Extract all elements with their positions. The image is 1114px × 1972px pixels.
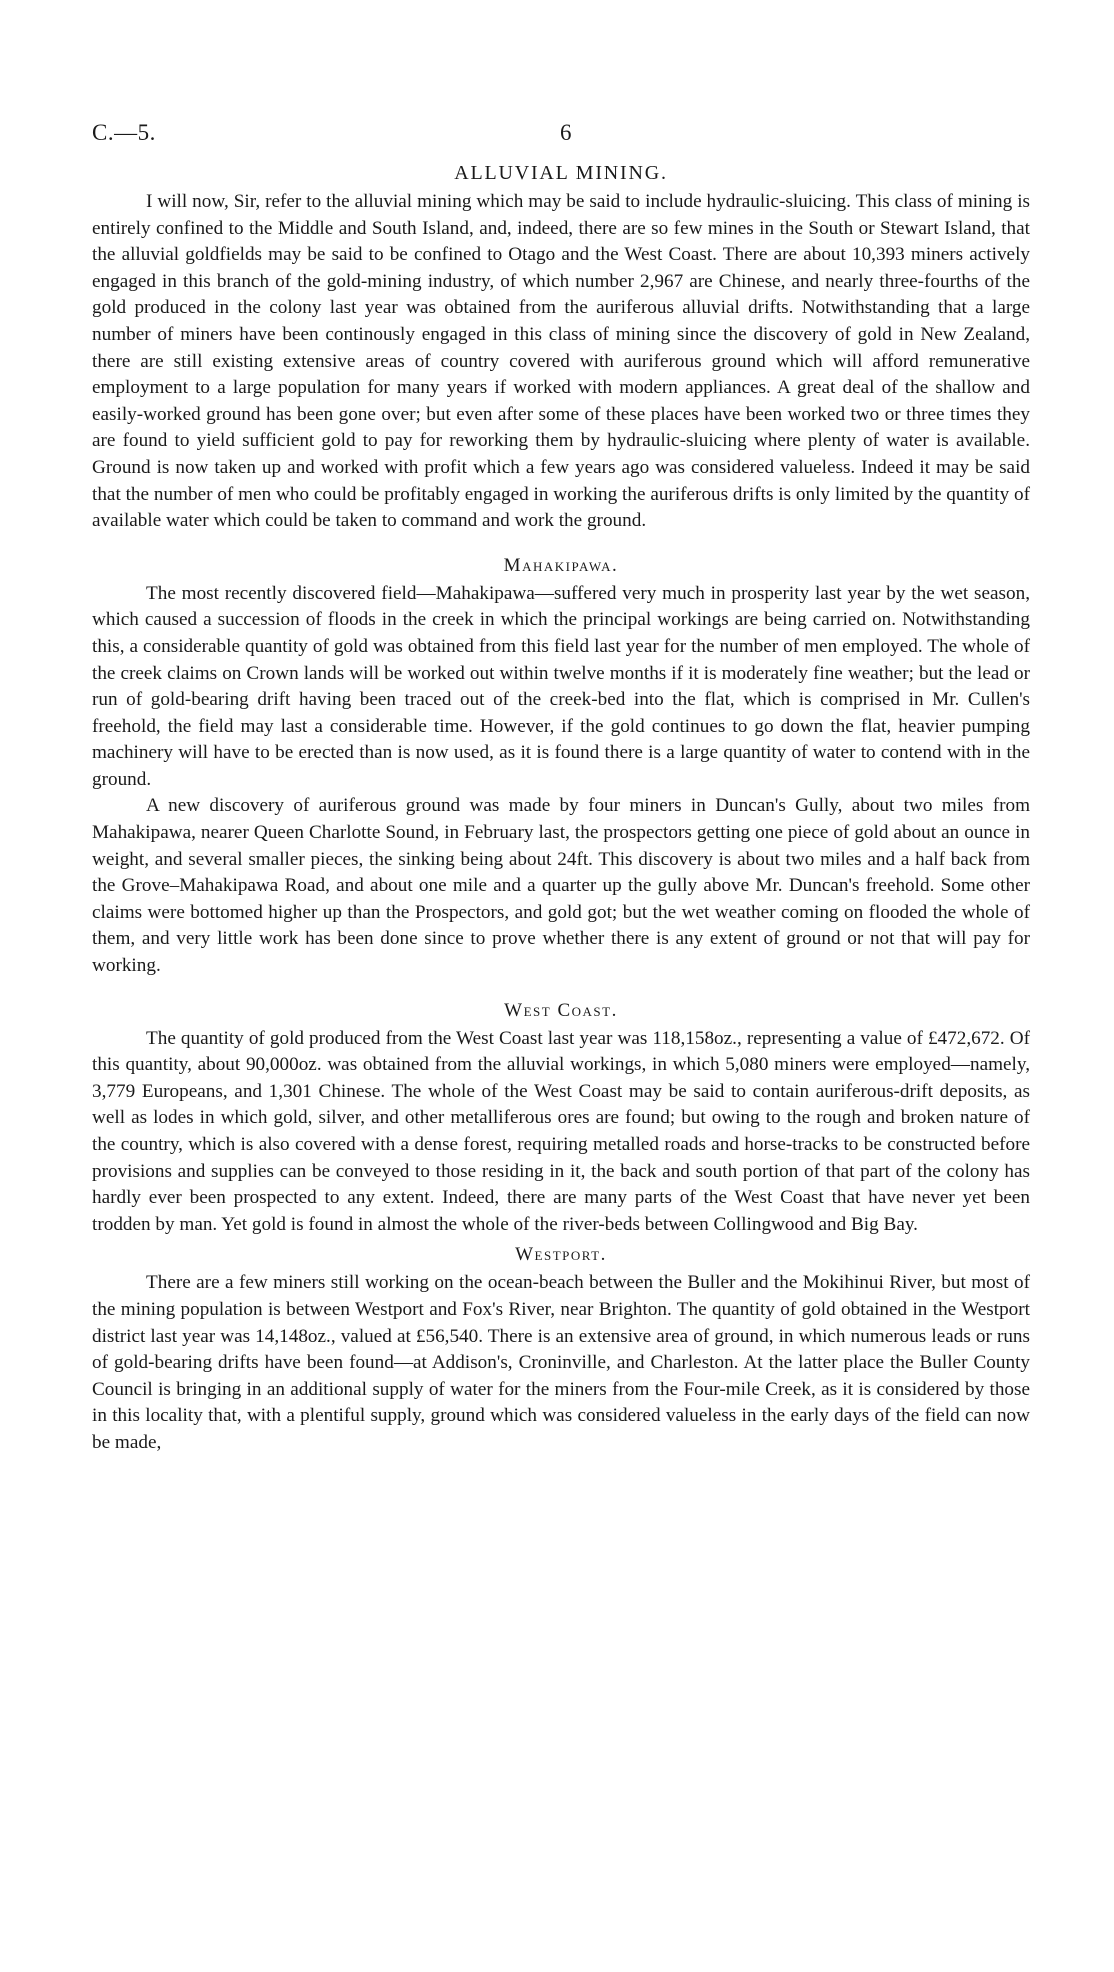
section-heading-mahakipawa: Mahakipawa. <box>503 554 619 576</box>
document-reference: C.—5. <box>92 120 156 145</box>
paragraph-mahakipawa-2: A new discovery of auriferous ground was made by four miners in Duncan's Gully, about two miles from Mahakipawa, nearer Queen Charlotte Sound, in February last, the prospectors getting one piece of gold about an ounce in weight, and several smaller pieces, the sinking being about 24ft. This discovery is about two miles and a half back from the Grove–Mahakipawa Road, and about one mile and a quarter up the gully above Mr. Duncan's freehold. Some other claims were bottomed higher up than the Prospectors, and gold got; but the wet weather coming on flooded the whole of them, and very little work has been done since to prove whether there is any extent of ground or not that will pay for working. <box>92 795 1030 977</box>
document-page <box>92 120 1030 1457</box>
paragraph-west-coast-1: The quantity of gold produced from the West Coast last year was 118,158oz., representing a value of £472,672. Of this quantity, about 90,000oz. was obtained from the alluvial workings, in which 5,080 miners were employed—namely, 3,779 Europeans, and 1,301 Chinese. The whole of the West Coast may be said to contain auriferous-drift deposits, as well as lodes in which gold, silver, and other metalliferous ores are found; but owing to the rough and broken nature of the country, which is also covered with a dense forest, requiring metalled roads and horse-tracks to be constructed before provisions and supplies can be conveyed to those residing in it, the back and south portion of that part of the colony has hardly ever been prospected to any extent. Indeed, there are many parts of the West Coast that have never yet been trodden by man. Yet gold is found in almost the whole of the river-beds between Collingwood and Big Bay. <box>92 1027 1030 1235</box>
section-heading-westport: Westport. <box>515 1244 607 1266</box>
section-heading-alluvial-mining: ALLUVIAL MINING. <box>454 162 668 184</box>
paragraph-alluvial-1: I will now, Sir, refer to the alluvial mining which may be said to include hydraulic-sluicing. This class of mining is entirely confined to the Middle and South Island, and, indeed, there are so few mines in the South or Stewart Island, that the alluvial goldfields may be said to be confined to Otago and the West Coast. There are about 10,393 miners actively engaged in this branch of the gold-mining industry, of which number 2,967 are Chinese, and nearly three-fourths of the gold produced in the colony last year was obtained from the auriferous alluvial drifts. Notwithstanding that a large number of miners have been continously engaged in this class of mining since the discovery of gold in New Zealand, there are still existing extensive areas of country covered with auriferous ground which will afford remunerative employment to a large population for many years if worked with modern appliances. A great deal of the shallow and easily-worked ground has been gone over; but even after some of these places have been worked two or three times they are found to yield sufficient gold to pay for reworking them by hydraulic-sluicing where plenty of water is available. Ground is now taken up and worked with profit which a few years ago was considered valueless. Indeed it may be said that the number of men who could be profitably engaged in working the auriferous drifts is only limited by the quantity of available water which could be taken to command and work the ground. <box>92 191 1030 532</box>
page-number: 6 <box>560 120 572 145</box>
paragraph-westport-1: There are a few miners still working on the ocean-beach between the Buller and the Mokihinui River, but most of the mining population is between Westport and Fox's River, near Brighton. The quantity of gold obtained in the Westport district last year was 14,148oz., valued at £56,540. There is an extensive area of ground, in which numerous leads or runs of gold-bearing drifts have been found—at Addison's, Croninville, and Charleston. At the latter place the Buller County Council is bringing in an additional supply of water for the miners from the Four-mile Creek, as it is considered by those in this locality that, with a plentiful supply, ground which was considered valueless in the early days of the field can now be made, <box>92 1272 1030 1453</box>
section-heading-west-coast: West Coast. <box>504 999 618 1021</box>
paragraph-mahakipawa-1: The most recently discovered field—Mahakipawa—suffered very much in prosperity last year by the wet season, which caused a succession of floods in the creek in which the principal workings are being carried on. Notwithstanding this, a considerable quantity of gold was obtained from this field last year for the number of men employed. The whole of the creek claims on Crown lands will be worked out within twelve months if it is moderately fine weather; but the lead or run of gold-bearing drift having been traced out of the creek-bed into the flat, which is comprised in Mr. Cullen's freehold, the field may last a considerable time. However, if the gold continues to go down the flat, heavier pumping machinery will have to be erected than is now used, as it is found there is a large quantity of water to contend with in the ground. <box>92 582 1030 790</box>
running-header <box>92 120 1030 160</box>
